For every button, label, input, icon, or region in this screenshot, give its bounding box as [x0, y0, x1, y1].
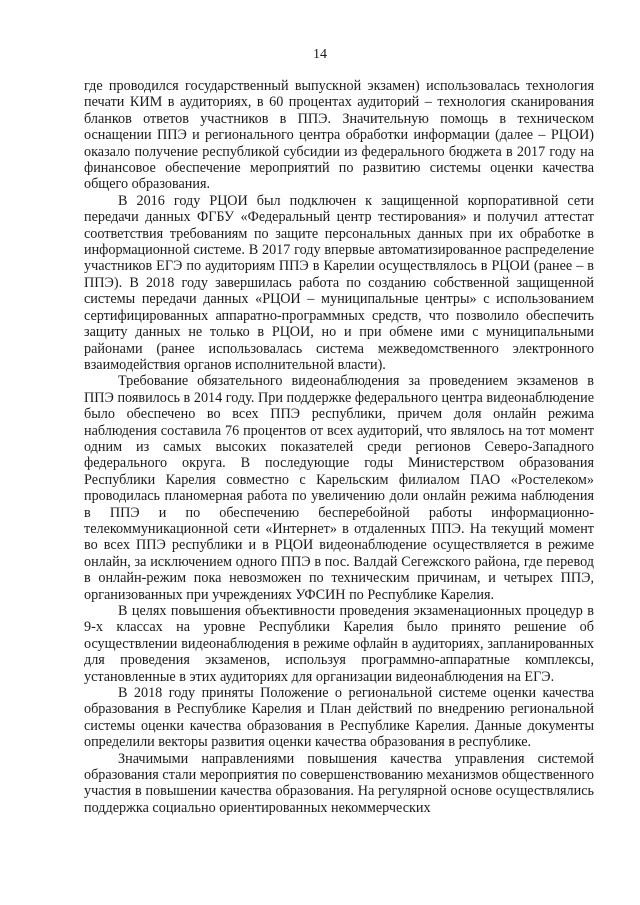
page-number: 14: [313, 47, 327, 62]
paragraph-video-surveillance: Требование обязательного видеонаблюдения за проведением экзаменов в ППЭ появилось в 2014 году. При поддержке федерального центра видеонаблюдение было обеспечено во всех ППЭ республики, причем доля онлайн режима наблюдения составила 76 процентов от всех аудиторий, что являлось на тот момент одним из самых высоких показателей среди регионов Северо-Западного федерального округа. В последующие годы Министерством образования Республики Карелия совместно с Карельским филиалом ПАО «Ростелеком» проводилась планомерная работа по увеличению доли онлайн режима наблюдения в ППЭ и по обеспечению бесперебойной работы информационно-телекоммуникационной сети «Интернет» в отдаленных ППЭ. На текущий момент во всех ППЭ республики и в РЦОИ видеонаблюдение осуществляется в режиме онлайн, за исключением одного ППЭ в пос. Валдай Сегежского района, где перевод в онлайн-режим пока невозможен по техническим причинам, и четырех ППЭ, организованных при учреждениях УФСИН по Республике Карелия.: [84, 373, 594, 603]
paragraph-objectivity: В целях повышения объективности проведения экзаменационных процедур в 9-х классах на уровне Республики Карелия было принято решение об осуществлении видеонаблюдения в режиме офлайн в аудиториях, запланированных для проведения экзаменов, используя программно-аппаратные комплексы, установленные в этих аудиториях для организации видеонаблюдения на ЕГЭ.: [84, 603, 594, 685]
paragraph-public-participation: Значимыми направлениями повышения качества управления системой образования стали мероприятия по совершенствованию механизмов общественного участия в повышении качества образования. На регулярной основе осуществлялись поддержка социально ориентированных некоммерческих: [84, 750, 594, 816]
paragraph-regulations-2018: В 2018 году приняты Положение о региональной системе оценки качества образования в Республике Карелия и План действий по внедрению региональной системы оценки качества образования в Республике Карелия. Данные документы определили векторы развития оценки качества образования в республике.: [84, 685, 594, 751]
paragraph-continuation: где проводился государственный выпускной экзамен) использовалась технология печати КИМ в аудиториях, в 60 процентах аудиторий – технология сканирования бланков ответов участников в ППЭ. Значительную помощь в техническом оснащении ППЭ и регионального центра обработки информации (далее – РЦОИ) оказало получение республикой субсидии из федерального бюджета в 2017 году на финансовое обеспечение мероприятий по развитию системы оценки качества общего образования.: [84, 78, 594, 193]
document-body: [84, 78, 594, 816]
paragraph-rcoi-network: В 2016 году РЦОИ был подключен к защищенной корпоративной сети передачи данных ФГБУ «Федеральный центр тестирования» и получил аттестат соответствия требованиям по защите персональных данных при их обработке в информационной системе. В 2017 году впервые автоматизированное распределение участников ЕГЭ по аудиториям ППЭ в Карелии осуществлялось в РЦОИ (ранее – в ППЭ). В 2018 году завершилась работа по созданию собственной защищенной системы передачи данных «РЦОИ – муниципальные центры» с использованием сертифицированных аппаратно-программных средств, что позволило обеспечить защиту данных не только в РЦОИ, но и при обмене ими с муниципальными районами (ранее использовалась система межведомственного электронного взаимодействия органов исполнительной власти).: [84, 192, 594, 373]
